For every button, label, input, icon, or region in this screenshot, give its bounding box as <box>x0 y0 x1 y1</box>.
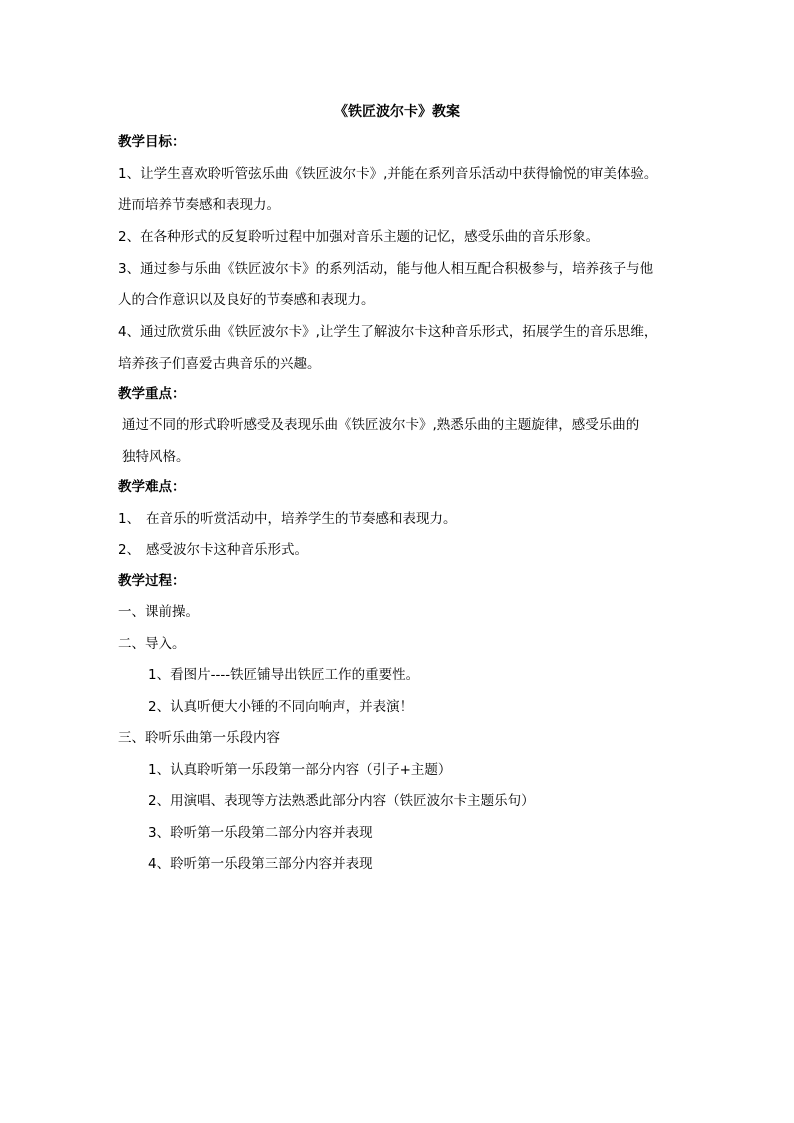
key-point-line-2: 独特风格。 <box>122 449 190 465</box>
document-title: 《铁匠波尔卡》教案 <box>334 104 460 120</box>
process-step-1: 一、课前操。 <box>118 604 199 620</box>
process-step-2-item-2: 2、认真听便大小锤的不同向响声，并表演！ <box>148 699 414 715</box>
process-step-3: 三、聆听乐曲第一乐段内容 <box>118 730 280 746</box>
goal-line-5: 人的合作意识以及良好的节奏感和表现力。 <box>118 292 375 308</box>
goal-line-7: 培养孩子们喜爱古典音乐的兴趣。 <box>118 356 321 372</box>
process-step-3-item-4: 4、聆听第一乐段第三部分内容并表现 <box>148 856 373 872</box>
goal-line-6: 4、通过欣赏乐曲《铁匠波尔卡》,让学生了解波尔卡这种音乐形式，拓展学生的音乐思维， <box>118 324 658 340</box>
difficulty-item-2 <box>118 541 308 559</box>
process-step-3-item-2: 2、用演唱、表现等方法熟悉此部分内容（铁匠波尔卡主题乐句） <box>148 793 535 809</box>
difficulty-item-1 <box>118 510 457 528</box>
key-points-heading: 教学重点： <box>118 386 186 402</box>
process-step-2-item-1: 1、看图片----铁匠铺导出铁匠工作的重要性。 <box>148 667 420 683</box>
process-heading: 教学过程： <box>118 573 186 589</box>
goals-heading: 教学目标： <box>118 134 186 150</box>
process-step-3-item-3: 3、聆听第一乐段第二部分内容并表现 <box>148 825 373 841</box>
difficulty-num: 2、 <box>118 542 141 558</box>
difficulty-num: 1、 <box>118 511 141 527</box>
goal-line-4: 3、通过参与乐曲《铁匠波尔卡》的系列活动，能与他人相互配合积极参与，培养孩子与他 <box>118 261 654 277</box>
goal-line-3: 2、在各种形式的反复聆听过程中加强对音乐主题的记忆，感受乐曲的音乐形象。 <box>118 229 600 245</box>
key-point-line-1: 通过不同的形式聆听感受及表现乐曲《铁匠波尔卡》,熟悉乐曲的主题旋律，感受乐曲的 <box>122 417 640 433</box>
goal-line-1: 1、让学生喜欢聆听管弦乐曲《铁匠波尔卡》,并能在系列音乐活动中获得愉悦的审美体验。 <box>118 166 658 182</box>
difficulty-text: 在音乐的听赏活动中，培养学生的节奏感和表现力。 <box>146 511 457 527</box>
process-step-2: 二、导入。 <box>118 636 186 652</box>
goal-line-2: 进而培养节奏感和表现力。 <box>118 197 280 213</box>
difficulty-text: 感受波尔卡这种音乐形式。 <box>146 542 308 558</box>
difficulties-heading: 教学难点： <box>118 479 186 495</box>
process-step-3-item-1: 1、认真聆听第一乐段第一部分内容（引子+主题） <box>148 762 452 778</box>
